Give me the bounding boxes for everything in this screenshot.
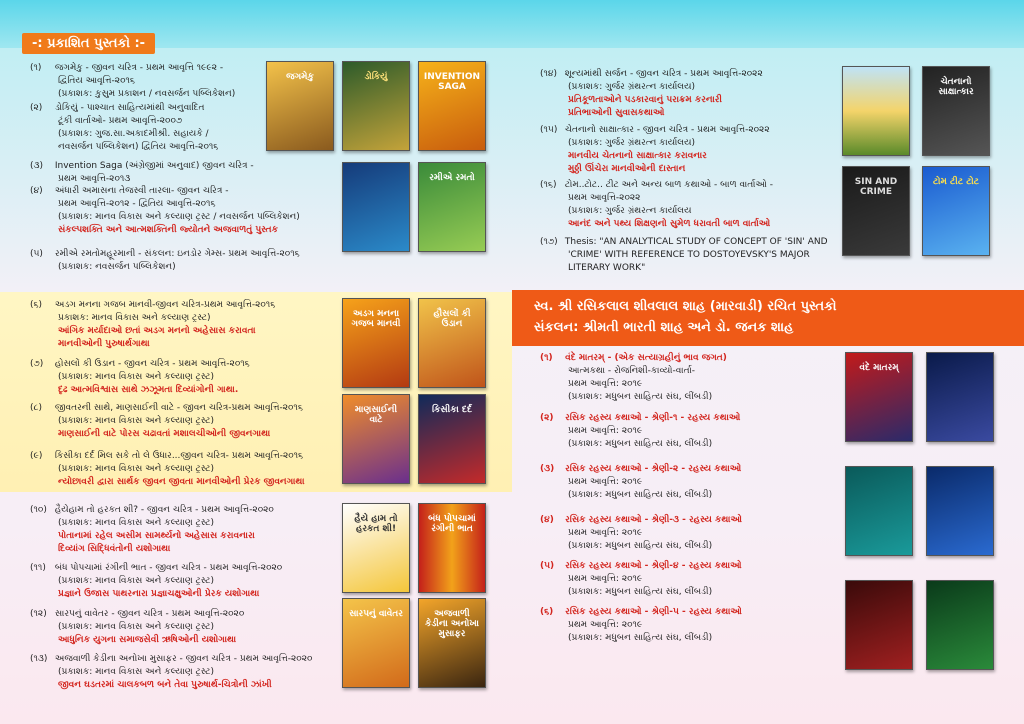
entry-line: નવસર્જન પબ્લિકેશન) દ્વિતિય આવૃત્તિ-૨૦૧૬	[58, 142, 219, 152]
entry-line: (પ્રકાશક: માનવ વિકાસ અને કલ્યાણ ટ્રસ્ટ)	[58, 372, 215, 382]
section2-title-line2: સંકલન: શ્રીમતી ભારતી શાહ અને ડો. જનક શાહ	[534, 320, 794, 335]
tagline: (૪) રસિક રહસ્ય કથાઓ - શ્રેણી-૩ - રહસ્ય કથાઓ	[540, 515, 742, 525]
entry-line: (૧૫) ચેતનાનો સાક્ષાત્કાર - જીવન ચરિત્ર - પ્રથમ આવૃત્તિ-૨૦૨૨	[540, 125, 770, 135]
cover-saarapnu-vavetar	[342, 598, 410, 688]
books-left-entry	[30, 62, 235, 101]
cover-title: ટોમ ટીટ ટોટ	[933, 177, 979, 187]
entry-line: (૧૩) અજવાળી કેડીના અનોખા મુસાફર - જીવન ચરિત્ર - પ્રથમ આવૃત્તિ-૨૦૨૦	[30, 654, 313, 664]
cover-chetnano	[922, 66, 990, 156]
entry-line: (૧૨) સારપનું વાવેતર - જીવન ચરિત્ર - પ્રથમ આવૃત્તિ-૨૦૨૦	[30, 609, 245, 619]
entry-line: આત્મકથા - રોજનિશી-કાવ્યો-વાર્તા-	[568, 366, 696, 376]
tagline: જીવન ઘડતરમાં ચાલકબળ બને તેવા પુરુષાર્થ-ચિત્રોની ઝાંખી	[58, 680, 272, 690]
cover-title: ડોકિયું	[364, 72, 388, 82]
cover-rasik-1	[926, 352, 994, 442]
entry-line: (૯) કિસીકા દર્દ મિલ સકે તો લે ઉધાર...જીવન ચરિત્ર- પ્રથમ આવૃત્તિ-૨૦૧૬	[30, 451, 304, 461]
entry-line: (પ્રકાશક: કુસુમ પ્રકાશન / નવસર્જન પબ્લિકેશન)	[58, 89, 236, 99]
cover-rasik-4	[845, 580, 913, 670]
entry-line: પ્રથમ આવૃત્તિ-૨૦૧૨ - દ્વિતિય આવૃત્તિ-૨૦૧૬	[58, 199, 216, 209]
entry-number: (૩)	[30, 161, 44, 171]
books-left-entry	[30, 185, 300, 237]
tagline: આધુનિક યુગના સમાજસેવી ઋષિઓની યશોગાથા	[58, 635, 237, 645]
entry-number: (૧૬)	[540, 180, 557, 190]
entry-number: (૪)	[540, 515, 554, 525]
entry-line: (૧૦) હૈયેહામ તો હરકત શી? - જીવન ચરિત્ર - પ્રથમ આવૃત્તિ-૨૦૨૦	[30, 505, 274, 515]
books-left-entry	[30, 504, 274, 556]
entry-number: (૧)	[30, 63, 42, 73]
tagline: આનંદ અને પથ્ય શિક્ષણનો સુમેળ ધરાવતી બાળ વાર્તાઓ	[568, 219, 771, 229]
cover-haiyeham	[342, 503, 410, 593]
books-right-entry	[540, 179, 773, 231]
books-left-entry	[30, 402, 303, 441]
entry-line: (પ્રકાશક: ગુર્જર ગ્રંથરત્ન કાર્યાલય)	[568, 82, 695, 92]
tagline: માણસાઈની વાટે પોરસ ચઢાવતાં મશાલચીઓની જીવનગાથા	[58, 429, 271, 439]
books-left-entry	[30, 160, 254, 186]
cover-dokiyu	[342, 61, 410, 151]
cover-ramiye-ramat	[418, 162, 486, 252]
tagline: દૃઢ આત્મવિશ્વાસ સાથે ઝઝૂમતા દિવ્યાંગોની ગાથા.	[58, 385, 239, 395]
entry-line: (૨) ડોકિયું - પાશ્ચાત સાહિત્યમાંથી અનુવાદિત	[30, 103, 205, 113]
cover-rasik-3	[926, 466, 994, 556]
section2-title-line1: સ્વ. શ્રી રસિકલાલ શીવલાલ શાહ (મારવાડી) રચિત પુસ્તકો	[534, 299, 837, 314]
cover-title: વંદે માતરમ્	[859, 363, 899, 373]
cover-title: માણસાઈની વાટે	[354, 405, 398, 425]
cover-title: હૈયે હામ તો હરકત શી!	[354, 514, 398, 534]
books-rasik-entry	[540, 606, 742, 645]
entry-line: (પ્રકાશક: મધુબન સાહિત્ય સંઘ, લીંબડી)	[568, 587, 713, 597]
books-left-entry	[30, 450, 305, 489]
entry-number: (૬)	[30, 300, 43, 310]
entry-line: (પ્રકાશક: મધુબન સાહિત્ય સંઘ, લીંબડી)	[568, 439, 713, 449]
books-rasik-entry	[540, 352, 727, 404]
cover-kisika-dard	[418, 394, 486, 484]
entry-line: પ્રથમ આવૃત્તિ-૨૦૧૩	[58, 174, 131, 184]
entry-line: (પ્રકાશક: માનવ વિકાસ અને કલ્યાણ ટ્રસ્ટ)	[58, 464, 215, 474]
tagline: પોતાનામાં રહેલ અસીમ સામર્થ્યનો અહેસાસ કરાવનારા	[58, 531, 255, 541]
tagline: આંગિક મર્યાદાઓ છતાં અડગ મનનો અહેસાસ કરાવતા	[58, 326, 256, 336]
entry-number: (૧)	[540, 353, 553, 363]
books-rasik-entry	[540, 514, 742, 553]
cover-adag-man	[342, 298, 410, 388]
entry-number: (૭)	[30, 359, 44, 369]
cover-andhari-amas	[342, 162, 410, 252]
tagline: પ્રતિકૂળતાઓને પડકારવાનું પરાક્રમ કરનારી	[568, 95, 723, 105]
entry-number: (૨)	[540, 413, 554, 423]
books-rasik-entry	[540, 560, 742, 599]
tagline: પ્રતિભાઓની સુવાસકથાઓ	[568, 108, 665, 118]
cover-hauslon-ki-udaan	[418, 298, 486, 388]
entry-number: (૧૫)	[540, 125, 558, 135]
entry-line: LITERARY WORK"	[568, 263, 646, 273]
entry-line: પ્રથમ આવૃત્તિ: ૨૦૧૯	[568, 379, 643, 389]
entry-line: ટૂંકી વાર્તાઓ- પ્રથમ આવૃત્તિ-૨૦૦૭	[58, 116, 183, 126]
entry-line: (પ્રકાશક: નવસર્જન પબ્લિકેશન)	[58, 262, 176, 272]
books-right-entry	[540, 236, 828, 275]
entry-line: પ્રથમ આવૃત્તિ: ૨૦૧૯	[568, 477, 643, 487]
books-rasik-entry	[540, 412, 740, 451]
books-left-entry	[30, 299, 275, 351]
entry-line: (પ્રકાશક: ગુજ.સા.અકાદમીશ્રી. સહાયકે /	[58, 129, 209, 139]
cover-title: અડગ મનના ગજબ માનવી	[351, 309, 401, 329]
cover-title: INVENTION SAGA	[423, 72, 481, 92]
cover-tom-tit-tot	[922, 166, 990, 256]
tagline: (૩) રસિક રહસ્ય કથાઓ - શ્રેણી-૨ - રહસ્ય કથાઓ	[540, 464, 742, 474]
cover-jivtarni-sathe	[342, 394, 410, 484]
tagline: (૬) રસિક રહસ્ય કથાઓ - શ્રેણી-૫ - રહસ્ય કથાઓ	[540, 607, 742, 617]
entry-line: (પ્રકાશક: મધુબન સાહિત્ય સંઘ, લીંબડી)	[568, 541, 713, 551]
entry-line: (૫) રમીએ રમતોમહૂરમાની - સંકલન: ઇનડોર ગેમ્સ- પ્રથમ આવૃત્તિ-૨૦૧૬	[30, 249, 300, 259]
entry-line: (૧૬) ટોમ..ટોટ.. ટીટ અને અન્ય બાળ કથાઓ - બાળ વાર્તાઓ -	[540, 180, 773, 190]
cover-title: SIN AND CRIME	[854, 177, 898, 197]
page-title: -: પ્રકાશિત પુસ્તકો :-	[22, 33, 155, 54]
entry-line: (પ્રકાશક: માનવ વિકાસ અને કલ્યાણ ટ્રસ્ટ)	[58, 622, 215, 632]
entry-number: (૧૦)	[30, 505, 47, 515]
entry-line: (પ્રકાશક: મધુબન સાહિત્ય સંઘ, લીંબડી)	[568, 633, 713, 643]
books-rasik-entry	[540, 463, 741, 502]
entry-line: (૬) અડગ મનના ગજબ માનવી-જીવન ચરિત્ર-પ્રથમ આવૃત્તિ-૨૦૧૬	[30, 300, 276, 310]
entry-line: પ્રથમ આવૃત્તિ: ૨૦૧૯	[568, 528, 643, 538]
entry-number: (૫)	[540, 561, 555, 571]
tagline: પ્રજ્ઞાને ઉજાસ પાથરનારા પ્રજ્ઞાચક્ષુઓની પ્રેરક યશોગાથા	[58, 589, 260, 599]
books-left-entry	[30, 102, 218, 154]
cover-title: હૌસલોં કી ઉડાન	[433, 309, 471, 329]
books-right-entry	[540, 68, 763, 120]
entry-line: (પ્રકાશક: માનવ વિકાસ અને કલ્યાણ ટ્રસ્ટ)	[58, 576, 215, 586]
entry-number: (૮)	[30, 403, 42, 413]
entry-line: પ્રથમ આવૃત્તિ: ૨૦૧૯	[568, 426, 643, 436]
entry-line: (પ્રકાશક: માનવ વિકાસ અને કલ્યાણ ટ્રસ્ટ)	[58, 416, 215, 426]
cover-rasik-5	[926, 580, 994, 670]
entry-line: (૮) જીવતરની સાથે, માણસાઈની વાટે - જીવન ચરિત્ર-પ્રથમ આવૃત્તિ-૨૦૧૬	[30, 403, 303, 413]
entry-number: (૧૨)	[30, 609, 47, 619]
tagline: (૨) રસિક રહસ્ય કથાઓ - શ્રેણી-૧ - રહસ્ય કથાઓ	[540, 413, 741, 423]
entry-line: (૧૪) શૂન્યમાંથી સર્જન - જીવન ચરિત્ર - પ્રથમ આવૃત્તિ-૨૦૨૨	[540, 69, 763, 79]
entry-line: (૪) અંધારી અમાસના તેજસ્વી તારલા- જીવન ચરિત્ર -	[30, 186, 229, 196]
entry-line: (પ્રકાશક: માનવ વિકાસ અને કલ્યાણ ટ્રસ્ટ / નવસર્જન પબ્લિકેશન)	[58, 212, 300, 222]
entry-number: (૧૩)	[30, 654, 48, 664]
entry-number: (૫)	[30, 249, 43, 259]
cover-title: કિસીકા દર્દ	[431, 405, 472, 415]
cover-invention-saga	[418, 61, 486, 151]
tagline: માનવીઓની પુરુષાર્થગાથા	[58, 339, 150, 349]
tagline: ન્યોછાવરી દ્વારા સાર્થક જીવન જીવતા માનવીઓની પ્રેરક જીવનગાથા	[58, 477, 305, 487]
entry-line: પ્રકાશક: માનવ વિકાસ અને કલ્યાણ ટ્રસ્ટ)	[58, 313, 211, 323]
entry-line: પ્રથમ આવૃત્તિ: ૨૦૧૯	[568, 620, 643, 630]
cover-shunyamathi	[842, 66, 910, 156]
entry-line: (૧૭) Thesis: "AN ANALYTICAL STUDY OF CONCEPT OF 'SIN' AND	[540, 237, 828, 247]
books-left-entry	[30, 248, 300, 274]
cover-ajvali-kedi	[418, 598, 486, 688]
entry-line: (પ્રકાશક: માનવ વિકાસ અને કલ્યાણ ટ્રસ્ટ)	[58, 518, 215, 528]
entry-line: (૧) જગમેકુ - જીવન ચરિત્ર - પ્રથમ આવૃત્તિ ૧૯૯૨ -	[30, 63, 224, 73]
entry-number: (૩)	[540, 464, 555, 474]
entry-line: (પ્રકાશક: ગુર્જર ગ્રંથરત્ન કાર્યાલય	[568, 206, 692, 216]
cover-rasik-2	[845, 466, 913, 556]
entry-line: પ્રથમ આવૃત્તિ-૨૦૨૨	[568, 193, 641, 203]
cover-title: ચેતનાનો સાક્ષાત્કાર	[938, 77, 974, 97]
tagline: મુઠ્ઠી ઊંચેરા માનવીઓની દાસ્તાન	[568, 164, 686, 174]
cover-jagmeku	[266, 61, 334, 151]
entry-number: (૬)	[540, 607, 554, 617]
cover-thesis	[842, 166, 910, 256]
entry-line: (પ્રકાશક: મધુબન સાહિત્ય સંઘ, લીંબડી)	[568, 392, 713, 402]
tagline: (૧) વંદે માતરમ્ - (એક સત્યાગ્રહીનું ભાવ જગત)	[540, 353, 727, 363]
entry-number: (૧૧)	[30, 563, 46, 573]
tagline: (૫) રસિક રહસ્ય કથાઓ - શ્રેણી-૪ - રહસ્ય કથાઓ	[540, 561, 742, 571]
entry-line: (પ્રકાશક: મધુબન સાહિત્ય સંઘ, લીંબડી)	[568, 490, 713, 500]
books-left-entry	[30, 653, 312, 692]
cover-title: સારપનું વાવેતર	[349, 609, 403, 619]
books-left-entry	[30, 358, 250, 397]
cover-title: અજવાળી કેડીના અનોખા મુસાફર	[425, 609, 479, 639]
cover-title: રમીએ રમતો	[429, 173, 475, 183]
tagline: માનવીય ચેતનાનો સાક્ષાત્કાર કરાવનાર	[568, 151, 707, 161]
cover-title: જગમેકુ	[286, 72, 314, 82]
entry-number: (૯)	[30, 451, 43, 461]
section2-title-box	[512, 290, 1024, 346]
entry-line: (પ્રકાશક: ગુર્જર ગ્રંથરત્ન કાર્યાલય)	[568, 138, 695, 148]
entry-line: (૭) હોસલોં કી ઉડાન - જીવન ચરિત્ર - પ્રથમ આવૃત્તિ-૨૦૧૬	[30, 359, 250, 369]
entry-line: (૩) Invention Saga (અંગ્રેજીમાં અનુવાદ) જીવન ચરિત્ર -	[30, 161, 254, 171]
entry-line: પ્રથમ આવૃત્તિ: ૨૦૧૯	[568, 574, 643, 584]
books-left-entry	[30, 562, 282, 601]
books-right-entry	[540, 124, 770, 176]
entry-number: (૨)	[30, 103, 43, 113]
cover-bandh-popcha	[418, 503, 486, 593]
entry-number: (૪)	[30, 186, 43, 196]
entry-line: દ્વિતિય આવૃત્તિ-૨૦૧૬	[58, 76, 135, 86]
tagline: દિવ્યાંગ સિદ્ધિવંતોની યશોગાથા	[58, 544, 171, 554]
entry-number: (૧૪)	[540, 69, 558, 79]
entry-line: 'CRIME' WITH REFERENCE TO DOSTOYEVSKY'S MAJOR	[568, 250, 810, 260]
cover-vande-mataram	[845, 352, 913, 442]
cover-title: બંધ પોપચામાં રંગીની ભાત	[428, 514, 476, 534]
entry-line: (પ્રકાશક: માનવ વિકાસ અને કલ્યાણ ટ્રસ્ટ)	[58, 667, 215, 677]
entry-line: (૧૧) બંધ પોપચામાં રંગીની ભાત - જીવન ચરિત્ર - પ્રથમ આવૃત્તિ-૨૦૨૦	[30, 563, 283, 573]
books-left-entry	[30, 608, 244, 647]
entry-number: (૧૭)	[540, 237, 558, 247]
tagline: સંકલ્પશક્તિ અને આત્મશક્તિની જ્યોતને અજવાળતું પુસ્તક	[58, 225, 278, 235]
